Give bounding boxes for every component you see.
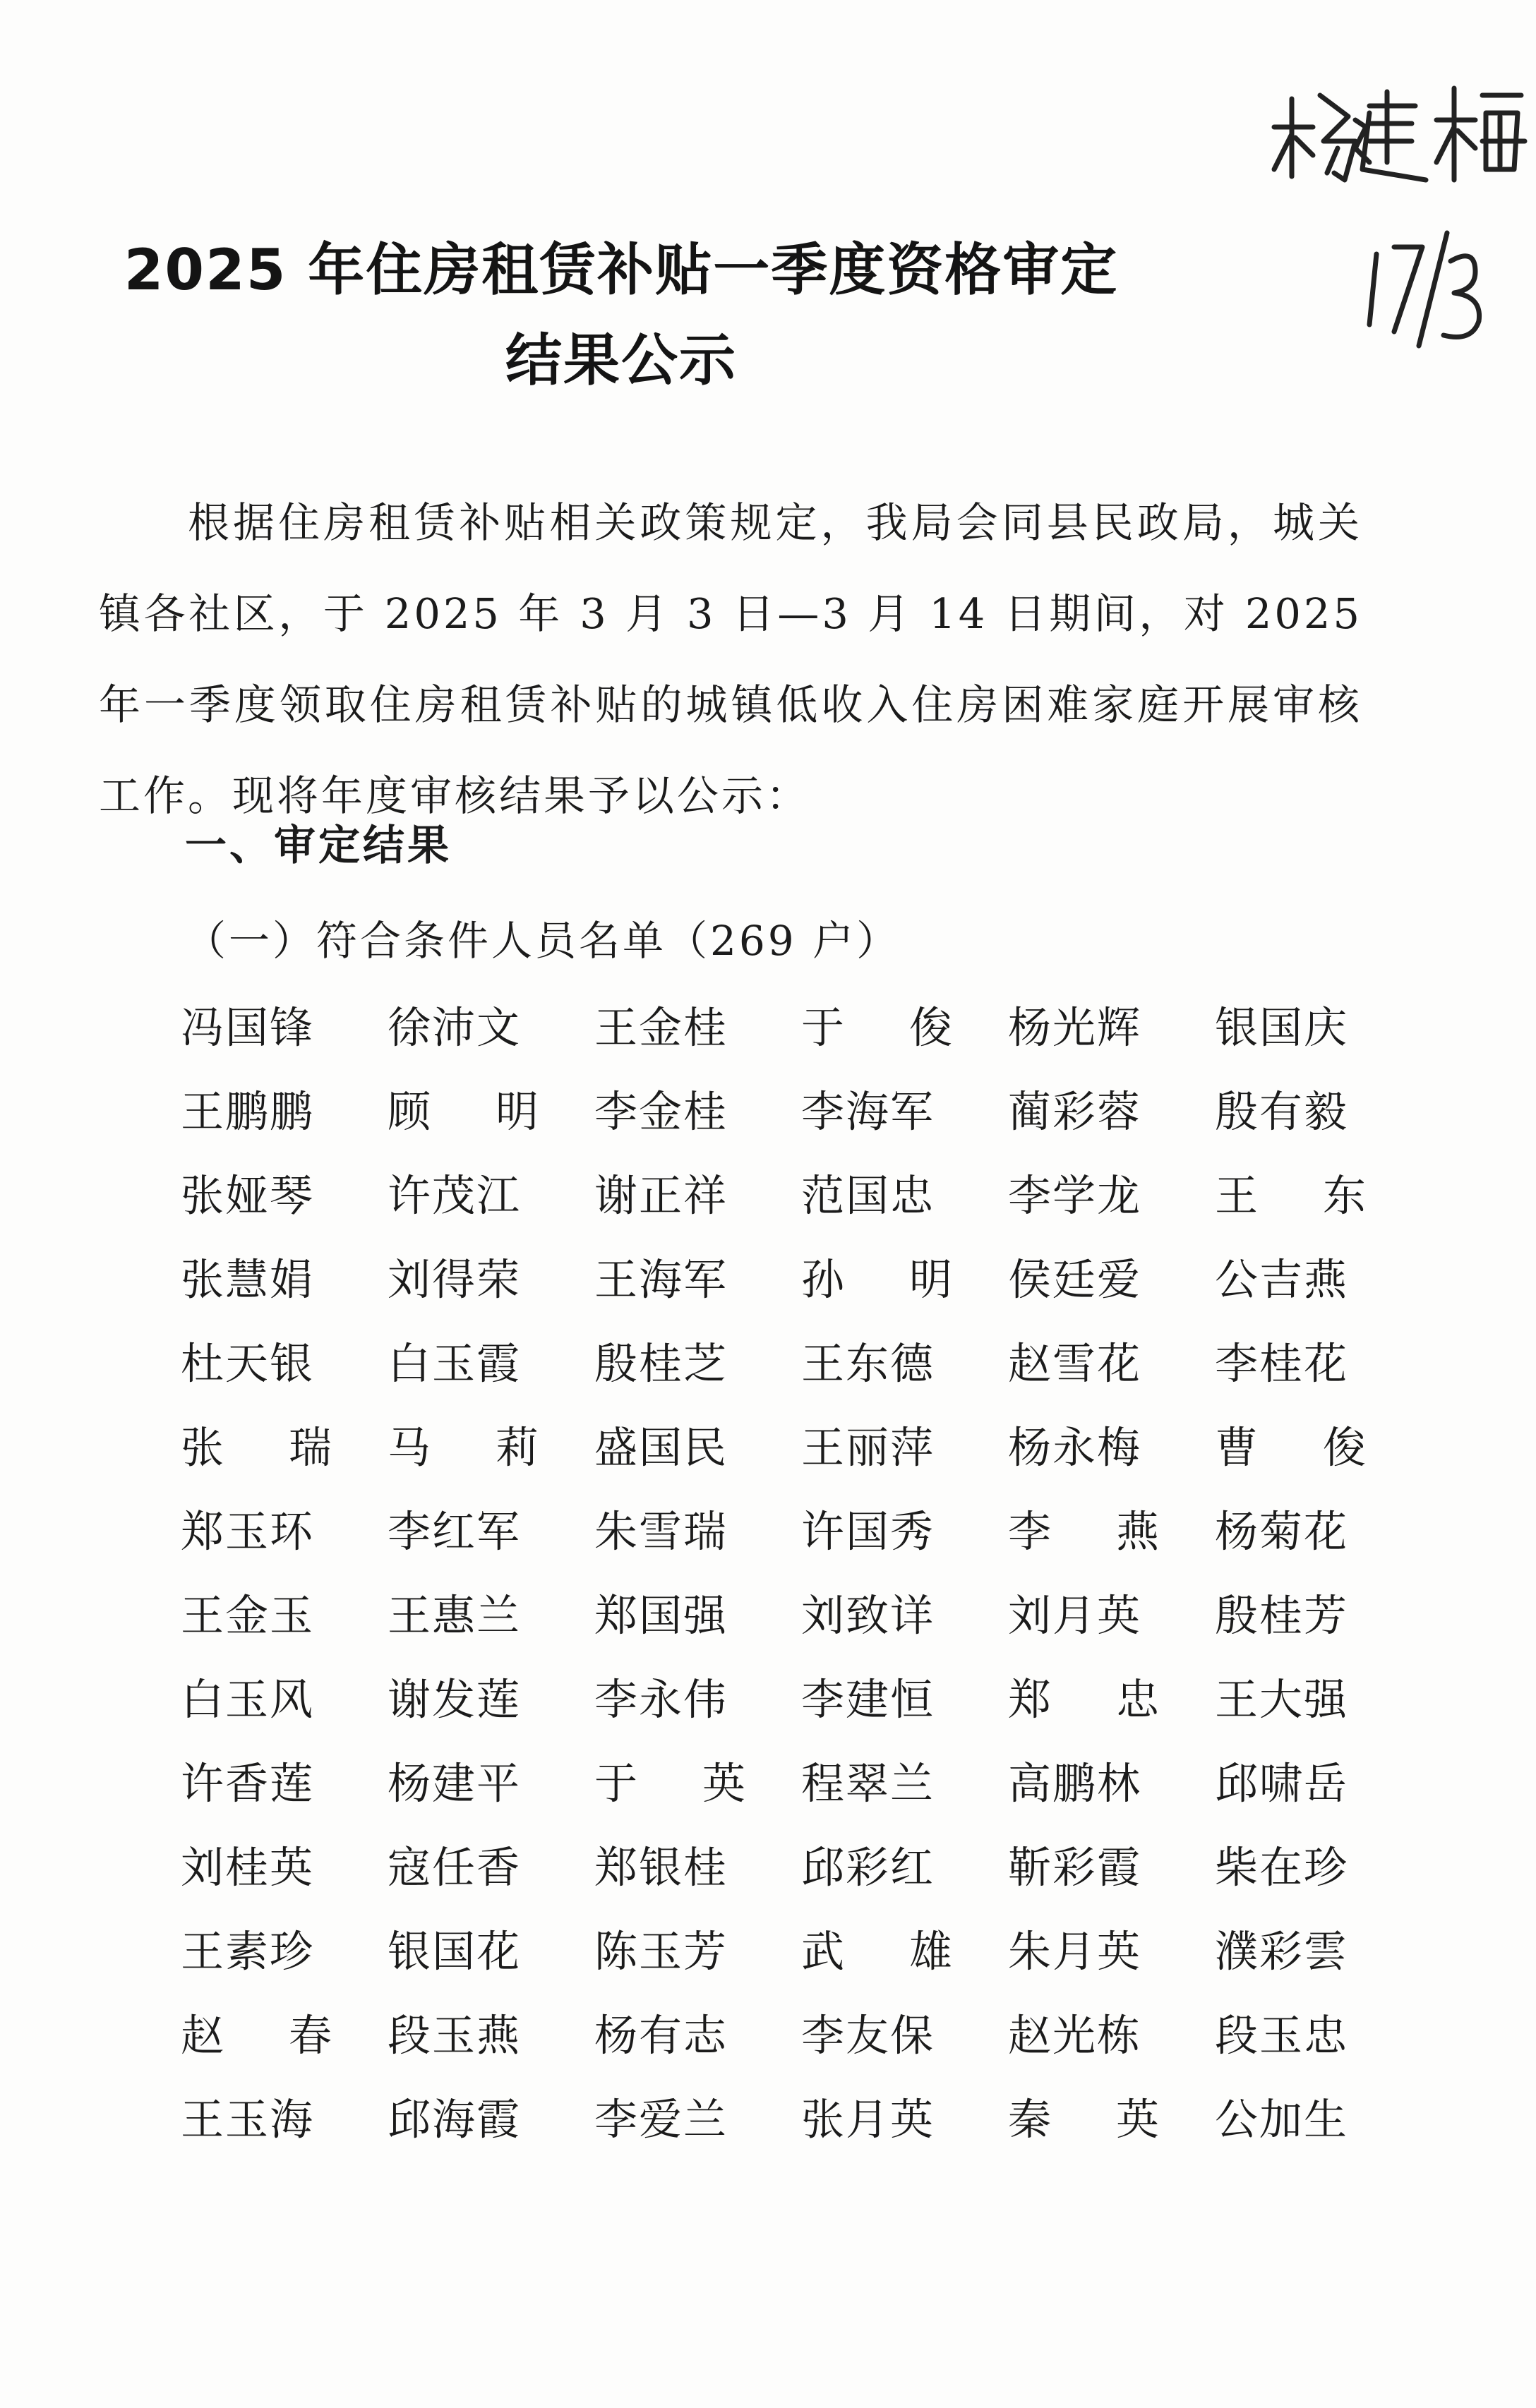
name-cell: 朱月英 [1008, 1927, 1142, 1977]
name-cell: 朱雪瑞 [594, 1507, 728, 1557]
name-cell: 曹俊 [1215, 1423, 1432, 1473]
document-title-line-1: 2025 年住房租赁补贴一季度资格审定 [124, 237, 1119, 303]
name-cell: 靳彩霞 [1008, 1843, 1142, 1893]
name-cell: 殷桂芳 [1215, 1591, 1349, 1641]
name-cell: 王大强 [1215, 1675, 1349, 1725]
name-cell: 杨永梅 [1008, 1423, 1142, 1473]
name-cell: 刘桂英 [181, 1843, 315, 1893]
name-cell: 徐沛文 [388, 1003, 522, 1053]
name-cell: 张月英 [801, 2095, 935, 2145]
name-cell: 李海军 [801, 1087, 935, 1137]
name-cell: 孙明 [801, 1255, 1018, 1305]
name-cell: 盛国民 [594, 1423, 728, 1473]
name-cell: 李桂花 [1215, 1339, 1349, 1389]
name-cell: 李燕 [1008, 1507, 1225, 1557]
name-cell: 王惠兰 [388, 1591, 522, 1641]
name-cell: 高鹏林 [1008, 1759, 1142, 1809]
name-cell: 程翠兰 [801, 1759, 935, 1809]
name-cell: 杨菊花 [1215, 1507, 1349, 1557]
name-cell: 谢发莲 [388, 1675, 522, 1725]
name-cell: 王海军 [594, 1255, 728, 1305]
name-cell: 赵雪花 [1008, 1339, 1142, 1389]
name-cell: 冯国锋 [181, 1003, 315, 1053]
name-cell: 杨建平 [388, 1759, 522, 1809]
name-cell: 陈玉芳 [594, 1927, 728, 1977]
name-cell: 张慧娟 [181, 1255, 315, 1305]
name-cell: 王丽萍 [801, 1423, 935, 1473]
name-cell: 段玉燕 [388, 2011, 522, 2061]
name-cell: 蔺彩蓉 [1008, 1087, 1142, 1137]
name-cell: 李建恒 [801, 1675, 935, 1725]
name-cell: 谢正祥 [594, 1171, 728, 1221]
name-cell: 杨有志 [594, 2011, 728, 2061]
name-cell: 赵春 [181, 2011, 397, 2061]
name-cell: 白玉风 [181, 1675, 315, 1725]
name-cell: 于俊 [801, 1003, 1018, 1053]
name-cell: 王金桂 [594, 1003, 728, 1053]
name-cell: 张瑞 [181, 1423, 397, 1473]
name-cell: 王鹏鹏 [181, 1087, 315, 1137]
name-cell: 许国秀 [801, 1507, 935, 1557]
name-cell: 杨光辉 [1008, 1003, 1142, 1053]
name-cell: 许茂江 [388, 1171, 522, 1221]
handwritten-signature [1264, 56, 1532, 367]
name-cell: 王金玉 [181, 1591, 315, 1641]
name-cell: 寇任香 [388, 1843, 522, 1893]
name-cell: 银国花 [388, 1927, 522, 1977]
subsection-heading: （一）符合条件人员名单（269 户） [185, 917, 901, 965]
qualified-names-list [181, 982, 1432, 2158]
name-cell: 李永伟 [594, 1675, 728, 1725]
name-cell: 银国庆 [1215, 1003, 1349, 1053]
name-cell: 刘月英 [1008, 1591, 1142, 1641]
name-cell: 王东 [1215, 1171, 1432, 1221]
name-cell: 马莉 [388, 1423, 604, 1473]
name-cell: 邱海霞 [388, 2095, 522, 2145]
name-cell: 李金桂 [594, 1087, 728, 1137]
name-cell: 郑玉环 [181, 1507, 315, 1557]
name-cell: 李学龙 [1008, 1171, 1142, 1221]
name-cell: 白玉霞 [388, 1339, 522, 1389]
name-cell: 公加生 [1215, 2095, 1349, 2145]
name-cell: 张娅琴 [181, 1171, 315, 1221]
name-cell: 邱啸岳 [1215, 1759, 1349, 1809]
intro-paragraph: 根据住房租赁补贴相关政策规定，我局会同县民政局，城关镇各社区，于 2025 年 3 月 3 日—3 月 14 日期间，对 2025 年一季度领取住房租赁补贴的城镇低收入住房困难家庭开展审核工作。现将年度审核结果予以公示： [99, 498, 1362, 820]
name-cell: 范国忠 [801, 1171, 935, 1221]
name-cell: 邱彩红 [801, 1843, 935, 1893]
name-cell: 刘得荣 [388, 1255, 522, 1305]
name-cell: 杜天银 [181, 1339, 315, 1389]
name-cell: 于英 [594, 1759, 811, 1809]
name-cell: 秦英 [1008, 2095, 1225, 2145]
name-cell: 刘致详 [801, 1591, 935, 1641]
name-cell: 顾明 [388, 1087, 604, 1137]
section-heading: 一、审定结果 [185, 821, 452, 869]
name-cell: 李友保 [801, 2011, 935, 2061]
name-cell: 赵光栋 [1008, 2011, 1142, 2061]
name-cell: 李爱兰 [594, 2095, 728, 2145]
name-cell: 殷有毅 [1215, 1087, 1349, 1137]
name-cell: 郑银桂 [594, 1843, 728, 1893]
document-title-line-2: 结果公示 [505, 327, 737, 393]
name-cell: 郑忠 [1008, 1675, 1225, 1725]
name-cell: 王玉海 [181, 2095, 315, 2145]
name-cell: 段玉忠 [1215, 2011, 1349, 2061]
name-cell: 李红军 [388, 1507, 522, 1557]
name-cell: 郑国强 [594, 1591, 728, 1641]
name-cell: 柴在珍 [1215, 1843, 1349, 1893]
name-cell: 殷桂芝 [594, 1339, 728, 1389]
name-cell: 武雄 [801, 1927, 1018, 1977]
name-cell: 王素珍 [181, 1927, 315, 1977]
name-cell: 公吉燕 [1215, 1255, 1349, 1305]
name-cell: 王东德 [801, 1339, 935, 1389]
name-cell: 濮彩雲 [1215, 1927, 1349, 1977]
name-cell: 许香莲 [181, 1759, 315, 1809]
name-cell: 侯廷爱 [1008, 1255, 1142, 1305]
